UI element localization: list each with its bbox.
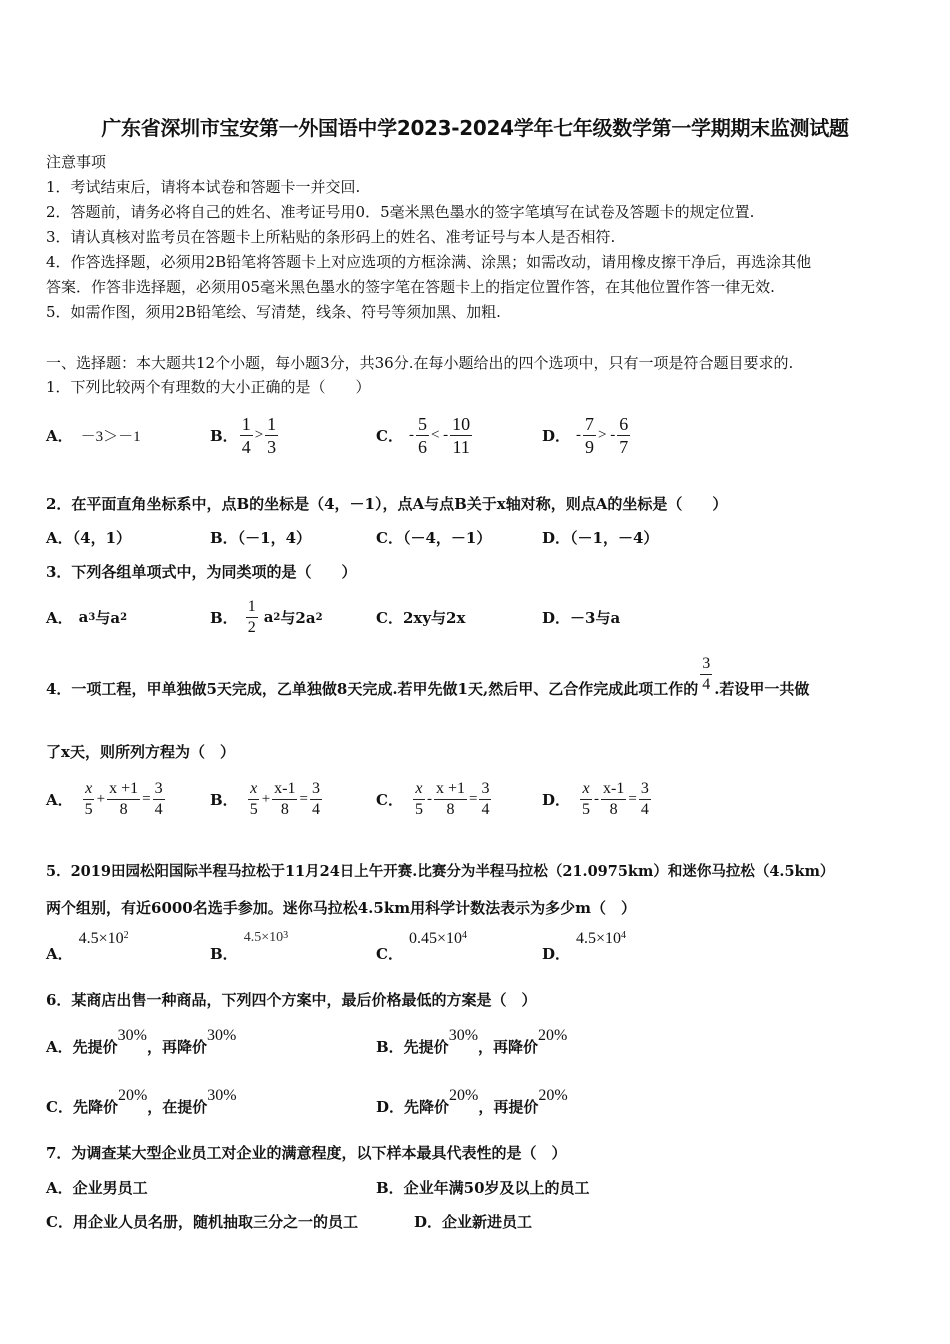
q1-option-d: D． - $\frac{7}{9}$ > - $\frac{6}{7}$ bbox=[542, 413, 629, 457]
option-label: D． bbox=[542, 426, 571, 445]
fraction: $\frac{3}{4}$ bbox=[702, 654, 711, 693]
fraction: $\frac{x}{5}$ bbox=[414, 779, 423, 818]
option-label: A． bbox=[46, 426, 73, 445]
section-heading: 一、选择题：本大题共12个小题，每小题3分，共36分.在每小题给出的四个选项中，只有一项是符合题目要求的. bbox=[46, 354, 794, 372]
option-label: C． bbox=[376, 790, 403, 809]
option-label: B． bbox=[210, 790, 238, 809]
q3-option-a: A． a 3 与a 2 bbox=[46, 608, 128, 627]
q5-option-c: C． 0.45×10 4 bbox=[376, 930, 467, 963]
fraction: $\frac{10}{11}$ bbox=[452, 413, 471, 457]
option-label: B． bbox=[210, 945, 238, 963]
fraction: $\frac{3}{4}$ bbox=[154, 779, 163, 818]
operator: > - bbox=[598, 426, 616, 443]
question-6-stem: 6．某商店出售一种商品，下列四个方案中，最后价格最低的方案是（ ） bbox=[46, 991, 537, 1009]
notice-heading: 注意事项 bbox=[46, 153, 107, 171]
question-4-stem: 4．一项工程，甲单独做5天完成，乙单独做8天完成.若甲先做1天,然后甲、乙合作完成此项工作的 $\frac{3}{4}$ .若设甲一共做 bbox=[46, 654, 810, 698]
option-label: A． bbox=[46, 945, 73, 963]
fraction: $\frac{1}{2}$ bbox=[247, 597, 256, 636]
option-label: A． bbox=[46, 790, 73, 809]
option-label: C． bbox=[376, 426, 403, 445]
question-5-stem: 5．2019田园松阳国际半程马拉松于11月24日上午开赛.比赛分为半程马拉松（21.0975km）和迷你马拉松（4.5km） bbox=[46, 863, 835, 880]
page-title: 广东省深圳市宝安第一外国语中学2023-2024学年七年级数学第一学期期末监测试题 bbox=[101, 116, 849, 140]
q7-option-d: D．企业新进员工 bbox=[414, 1213, 533, 1231]
q4-option-c: C． $\frac{x}{5}$ - $\frac{x +1}{8}$ = $\frac{3}{4}$ bbox=[376, 779, 490, 818]
q6-option-a: A．先提价30%，再降价30% bbox=[46, 1027, 237, 1056]
q5-option-a: A． 4.5×10 2 bbox=[46, 930, 129, 963]
q4-option-d: D． $\frac{x}{5}$ - $\frac{x-1}{8}$ = $\frac{3}{4}$ bbox=[542, 779, 649, 818]
fraction: $\frac{3}{4}$ bbox=[481, 779, 490, 818]
question-5-stem-cont: 两个组别，有近6000名选手参加。迷你马拉松4.5km用科学计数法表示为多少m（ ） bbox=[46, 899, 636, 917]
question-2-stem: 2．在平面直角坐标系中，点B的坐标是（4，－1），点A与点B关于x轴对称，则点A的坐标是（ ） bbox=[46, 495, 728, 513]
fraction: $\frac{1}{4}$ bbox=[241, 413, 251, 457]
option-text: －3＞－1 bbox=[80, 428, 141, 445]
q6-option-c: C．先降价20%，在提价30% bbox=[46, 1087, 237, 1116]
option-label: C． bbox=[376, 945, 403, 963]
q7-option-b: B．企业年满50岁及以上的员工 bbox=[376, 1179, 590, 1197]
notice-line: 答案．作答非选择题，必须用05毫米黑色墨水的签字笔在答题卡上的指定位置作答，在其他位置作答一律无效. bbox=[46, 278, 775, 296]
fraction: $\frac{x +1}{8}$ bbox=[109, 779, 139, 818]
q5-option-d: D． 4.5×10 4 bbox=[542, 930, 627, 963]
option-label: A． bbox=[46, 608, 73, 627]
fraction: $\frac{6}{7}$ bbox=[619, 413, 629, 457]
option-label: B． bbox=[210, 608, 238, 627]
operator: < - bbox=[430, 426, 449, 443]
fraction: $\frac{x-1}{8}$ bbox=[603, 779, 625, 818]
q6-option-d: D．先降价20%，再提价20% bbox=[376, 1087, 568, 1116]
q1-option-c: C． - $\frac{5}{6}$ < - $\frac{10}{11}$ bbox=[376, 413, 471, 457]
q2-option-d: D．（－1，－4） bbox=[542, 529, 659, 547]
fraction: $\frac{3}{4}$ bbox=[311, 779, 320, 818]
option-label: D． bbox=[542, 945, 571, 963]
q6-option-b: B．先提价30%，再降价20% bbox=[376, 1027, 568, 1056]
notice-line: 2．答题前，请务必将自己的姓名、准考证号用0．5毫米黑色墨水的签字笔填写在试卷及答题卡的规定位置. bbox=[46, 203, 755, 221]
notice-section bbox=[46, 150, 811, 325]
q3-option-d: D．－3与a bbox=[542, 609, 621, 627]
q1-option-a bbox=[46, 412, 141, 458]
notice-line: 4．作答选择题，必须用2B铅笔将答题卡上对应选项的方框涂满、涂黑；如需改动，请用橡皮擦干净后，再选涂其他 bbox=[46, 253, 812, 271]
option-label: D． bbox=[542, 790, 571, 809]
q7-option-a: A．企业男员工 bbox=[46, 1179, 148, 1197]
fraction: $\frac{x +1}{8}$ bbox=[435, 779, 465, 818]
q4-option-b: B． $\frac{x}{5}$ + $\frac{x-1}{8}$ = $\frac{3}{4}$ bbox=[210, 779, 320, 818]
q2-option-b: B．（－1，4） bbox=[210, 529, 312, 547]
fraction: $\frac{5}{6}$ bbox=[417, 413, 427, 457]
option-label: B． bbox=[210, 426, 238, 445]
notice-line: 3．请认真核对监考员在答题卡上所粘贴的条形码上的姓名、准考证号与本人是否相符. bbox=[46, 228, 616, 246]
question-1-stem: 1．下列比较两个有理数的大小正确的是（ ） bbox=[46, 378, 371, 396]
fraction: $\frac{1}{3}$ bbox=[267, 413, 277, 457]
question-4-stem-cont: 了x天，则所列方程为（ ） bbox=[46, 743, 235, 761]
fraction: $\frac{x-1}{8}$ bbox=[274, 779, 296, 818]
q4-option-a: A． $\frac{x}{5}$ + $\frac{x +1}{8}$ = $\frac{3}{4}$ bbox=[46, 779, 163, 818]
question-7-stem: 7．为调查某大型企业员工对企业的满意程度，以下样本最具代表性的是（ ） bbox=[46, 1144, 567, 1162]
q3-option-c: C．2xy与2x bbox=[376, 609, 466, 627]
notice-line: 5．如需作图，须用2B铅笔绘、写清楚，线条、符号等须加黑、加粗. bbox=[46, 303, 501, 321]
q2-option-a: A．（4，1） bbox=[46, 529, 132, 547]
fraction: $\frac{x}{5}$ bbox=[84, 779, 93, 818]
q5-option-b: B． 4.5×10 3 bbox=[210, 930, 289, 963]
fraction: $\frac{x}{5}$ bbox=[582, 779, 591, 818]
fraction: $\frac{7}{9}$ bbox=[585, 413, 595, 457]
question-3-stem: 3．下列各组单项式中，为同类项的是（ ） bbox=[46, 563, 357, 581]
q7-option-c: C．用企业人员名册，随机抽取三分之一的员工 bbox=[46, 1213, 358, 1231]
fraction: $\frac{3}{4}$ bbox=[640, 779, 649, 818]
operator: > bbox=[254, 426, 264, 443]
q1-option-b bbox=[210, 412, 280, 458]
q2-option-c: C．（－4，－1） bbox=[376, 529, 492, 547]
fraction: $\frac{x}{5}$ bbox=[249, 779, 258, 818]
q3-option-b: B． $\frac{1}{2}$ a 2 与2a 2 bbox=[210, 597, 323, 636]
notice-line: 1．考试结束后，请将本试卷和答题卡一并交回. bbox=[46, 178, 361, 196]
